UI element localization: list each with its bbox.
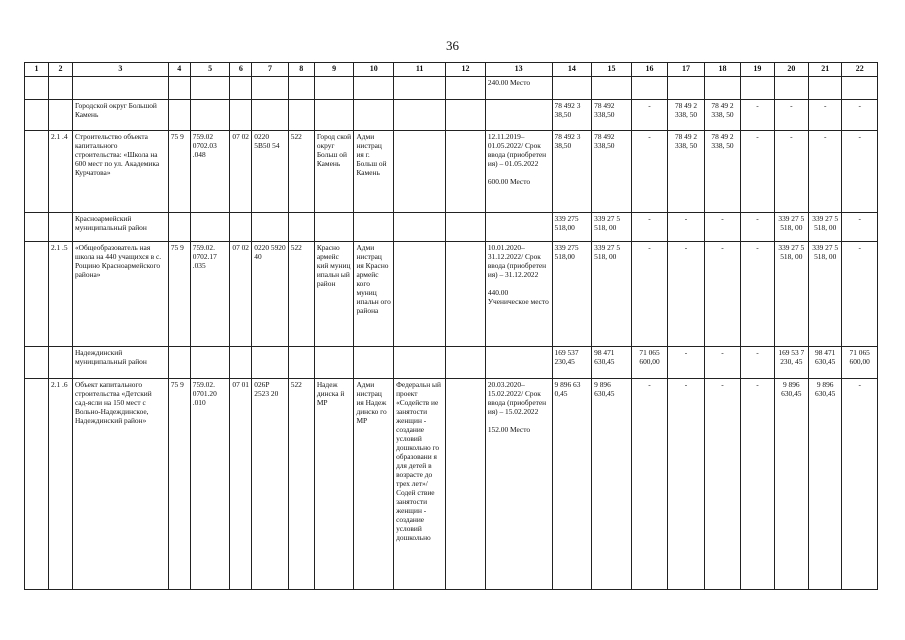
table-row: [25, 242, 878, 347]
table-cell: -: [842, 100, 878, 131]
header-cell: 13: [485, 63, 552, 77]
table-cell: [252, 347, 288, 379]
header-cell: 5: [190, 63, 230, 77]
table-cell: 0220 5920 40: [252, 242, 288, 347]
table-cell: [809, 77, 842, 100]
table-cell: [190, 347, 230, 379]
header-cell: 10: [354, 63, 394, 77]
table-cell: [446, 77, 486, 100]
header-cell: 4: [168, 63, 190, 77]
table-cell: -: [668, 379, 704, 590]
table-cell: [446, 100, 486, 131]
table-cell: [288, 347, 314, 379]
header-cell: 1: [25, 63, 49, 77]
table-cell: -: [631, 100, 667, 131]
table-cell: -: [631, 242, 667, 347]
table-cell: [314, 77, 354, 100]
table-cell: -: [741, 379, 774, 590]
table-cell: [354, 347, 394, 379]
table-cell: [25, 347, 49, 379]
table-cell: [288, 100, 314, 131]
page-number: 36: [446, 38, 459, 53]
table-cell: 78 492 338,50: [592, 100, 632, 131]
table-cell: [394, 242, 446, 347]
table-cell: 9 896 630,45: [774, 379, 808, 590]
table-cell: 169 537 230,45: [552, 347, 592, 379]
header-cell: 7: [252, 63, 288, 77]
table-cell: -: [809, 100, 842, 131]
header-cell: 9: [314, 63, 354, 77]
table-cell: [168, 347, 190, 379]
table-cell: 522: [288, 131, 314, 213]
table-cell: [25, 100, 49, 131]
table-cell: -: [842, 213, 878, 242]
table-cell: Красно армейс кий муниц ипальн ый район: [314, 242, 354, 347]
table-cell: -: [631, 131, 667, 213]
table-cell: 71 065 600,00: [842, 347, 878, 379]
table-cell: -: [774, 100, 808, 131]
header-cell: 6: [230, 63, 252, 77]
table-cell: -: [668, 213, 704, 242]
table-cell: -: [774, 131, 808, 213]
table-cell: -: [741, 213, 774, 242]
table-cell: 9 896 630,45: [592, 379, 632, 590]
table-cell: -: [704, 213, 740, 242]
table-cell: 339 27 5 518, 00: [774, 242, 808, 347]
table-cell: Надеждинский муниципальный район: [72, 347, 168, 379]
table-cell: 07 02: [230, 131, 252, 213]
table-cell: [354, 77, 394, 100]
table-cell: 522: [288, 242, 314, 347]
table-cell: 026Р 2523 20: [252, 379, 288, 590]
table-cell: [394, 213, 446, 242]
table-cell: -: [842, 131, 878, 213]
table-cell: 78 49 2 338, 50: [668, 131, 704, 213]
table-cell: Федеральн ый проект «Содейств ие занятости женщин - создание условий дошкольно го образовани я для детей в возрасте до трех лет»/Содей ствие занятости женщин - создание условий дошкольно: [394, 379, 446, 590]
table-cell: [48, 347, 72, 379]
table-cell: [230, 100, 252, 131]
table-cell: -: [741, 131, 774, 213]
header-cell: 21: [809, 63, 842, 77]
header-cell: 16: [631, 63, 667, 77]
table-cell: 2.1 .4: [48, 131, 72, 213]
table-cell: [48, 77, 72, 100]
table-cell: [48, 100, 72, 131]
table-cell: [394, 77, 446, 100]
table-cell: 98 471 630,45: [809, 347, 842, 379]
header-cell: 22: [842, 63, 878, 77]
header-cell: 2: [48, 63, 72, 77]
table-cell: [168, 213, 190, 242]
table-cell: [741, 77, 774, 100]
table-cell: 240.00 Место: [485, 77, 552, 100]
table-cell: [190, 100, 230, 131]
table-cell: 339 27 5 518, 00: [592, 242, 632, 347]
table-cell: [446, 213, 486, 242]
table-cell: [288, 77, 314, 100]
table-cell: -: [704, 379, 740, 590]
table-cell: [252, 213, 288, 242]
table-cell: 10.01.2020– 31.12.2022/ Срок ввода (приобретен ия) – 31.12.2022 440.00 Ученическое место: [485, 242, 552, 347]
table-cell: 759.02. 0701.20 .010: [190, 379, 230, 590]
table-row: [25, 213, 878, 242]
header-cell: 8: [288, 63, 314, 77]
table-cell: [314, 347, 354, 379]
table-cell: [72, 77, 168, 100]
data-table: [24, 62, 878, 590]
table-row: [25, 379, 878, 590]
table-cell: [774, 77, 808, 100]
table-cell: [668, 77, 704, 100]
header-cell: 12: [446, 63, 486, 77]
table-cell: [252, 77, 288, 100]
table-cell: [485, 213, 552, 242]
table-cell: [168, 77, 190, 100]
table-cell: 78 492 3 38,50: [552, 131, 592, 213]
table-cell: [230, 347, 252, 379]
table-cell: [631, 77, 667, 100]
table-cell: [354, 100, 394, 131]
table-cell: Красноармейский муниципальный район: [72, 213, 168, 242]
table-cell: 339 27 5 518, 00: [592, 213, 632, 242]
header-row: [25, 63, 878, 77]
table-cell: 9 896 63 0,45: [552, 379, 592, 590]
table-cell: [394, 131, 446, 213]
header-cell: 15: [592, 63, 632, 77]
header-cell: 17: [668, 63, 704, 77]
table-cell: 75 9: [168, 242, 190, 347]
table-cell: -: [741, 242, 774, 347]
table-cell: -: [704, 242, 740, 347]
table-cell: 78 492 338,50: [592, 131, 632, 213]
table-cell: 98 471 630,45: [592, 347, 632, 379]
table-cell: Объект капитального строительства «Детский сад-ясли на 150 мест с Вольно-Надеждинское, Надеждинский район»: [72, 379, 168, 590]
table-cell: Адми нистрац ия Красно армейс кого муниц ипальн ого района: [354, 242, 394, 347]
table-cell: [230, 213, 252, 242]
table-cell: [592, 77, 632, 100]
table-cell: [252, 100, 288, 131]
table-row: [25, 77, 878, 100]
table-cell: 759.02. 0702.17 .035: [190, 242, 230, 347]
table-cell: 2.1 .5: [48, 242, 72, 347]
header-cell: 3: [72, 63, 168, 77]
table-cell: [394, 347, 446, 379]
table-cell: 339 27 5 518, 00: [809, 242, 842, 347]
table-cell: [314, 213, 354, 242]
table-cell: [485, 347, 552, 379]
header-cell: 19: [741, 63, 774, 77]
table-cell: [48, 213, 72, 242]
table-cell: [485, 100, 552, 131]
table-cell: «Общеобразователь ная школа на 440 учащихся в с. Рощино Красноармейского района»: [72, 242, 168, 347]
header-cell: 20: [774, 63, 808, 77]
table-cell: [25, 379, 49, 590]
header-cell: 11: [394, 63, 446, 77]
table-cell: -: [842, 379, 878, 590]
table-cell: [25, 77, 49, 100]
table-cell: 20.03.2020– 15.02.2022/ Срок ввода (приобретен ия) – 15.02.2022 152.00 Место: [485, 379, 552, 590]
table-cell: 522: [288, 379, 314, 590]
table-cell: 169 53 7 230, 45: [774, 347, 808, 379]
table-cell: 2.1 .6: [48, 379, 72, 590]
table-cell: Городской округ Большой Камень: [72, 100, 168, 131]
table-cell: Надеж динска й МР: [314, 379, 354, 590]
table-cell: Город ской округ Больш ой Камень: [314, 131, 354, 213]
table-cell: -: [842, 242, 878, 347]
table-row: [25, 347, 878, 379]
table-cell: -: [668, 347, 704, 379]
table-cell: -: [741, 347, 774, 379]
table-cell: [842, 77, 878, 100]
table-cell: -: [631, 213, 667, 242]
table-cell: -: [668, 242, 704, 347]
table-cell: [190, 77, 230, 100]
table-cell: Адми нистрац ия Надеж динско го МР: [354, 379, 394, 590]
table-cell: [314, 100, 354, 131]
table-cell: [168, 100, 190, 131]
table-row: [25, 100, 878, 131]
table-cell: Строительство объекта капитального строительства: «Школа на 600 мест по ул. Академика Курчатова»: [72, 131, 168, 213]
table-cell: -: [741, 100, 774, 131]
table-cell: 12.11.2019– 01.05.2022/ Срок ввода (приобретен ия) – 01.05.2022 600.00 Место: [485, 131, 552, 213]
table-cell: 71 065 600,00: [631, 347, 667, 379]
table-cell: 75 9: [168, 379, 190, 590]
table-cell: [25, 131, 49, 213]
table-cell: 339 275 518,00: [552, 242, 592, 347]
table-cell: 78 492 3 38,50: [552, 100, 592, 131]
table-cell: -: [631, 379, 667, 590]
table-cell: [25, 213, 49, 242]
table-cell: [704, 77, 740, 100]
table-cell: -: [704, 347, 740, 379]
header-cell: 18: [704, 63, 740, 77]
header-cell: 14: [552, 63, 592, 77]
table-cell: [446, 347, 486, 379]
table-cell: [394, 100, 446, 131]
table-cell: [190, 213, 230, 242]
table-cell: -: [809, 131, 842, 213]
table-cell: [288, 213, 314, 242]
table-cell: Адми нистрац ия г. Больш ой Камень: [354, 131, 394, 213]
table-cell: 339 27 5 518, 00: [809, 213, 842, 242]
table-cell: 78 49 2 338, 50: [704, 100, 740, 131]
table-cell: [354, 213, 394, 242]
table-cell: 78 49 2 338, 50: [668, 100, 704, 131]
table-cell: 0220 5В50 54: [252, 131, 288, 213]
table-row: [25, 131, 878, 213]
table-cell: 75 9: [168, 131, 190, 213]
table-cell: 07 01: [230, 379, 252, 590]
table-cell: 07 02: [230, 242, 252, 347]
table-cell: [446, 242, 486, 347]
table-cell: 78 49 2 338, 50: [704, 131, 740, 213]
table-cell: [25, 242, 49, 347]
table-cell: [446, 379, 486, 590]
table-cell: 759.02 0702.03 .048: [190, 131, 230, 213]
table-cell: 339 275 518,00: [552, 213, 592, 242]
table-cell: [446, 131, 486, 213]
table-cell: 339 27 5 518, 00: [774, 213, 808, 242]
table-cell: [230, 77, 252, 100]
table-cell: 9 896 630,45: [809, 379, 842, 590]
table-cell: [552, 77, 592, 100]
